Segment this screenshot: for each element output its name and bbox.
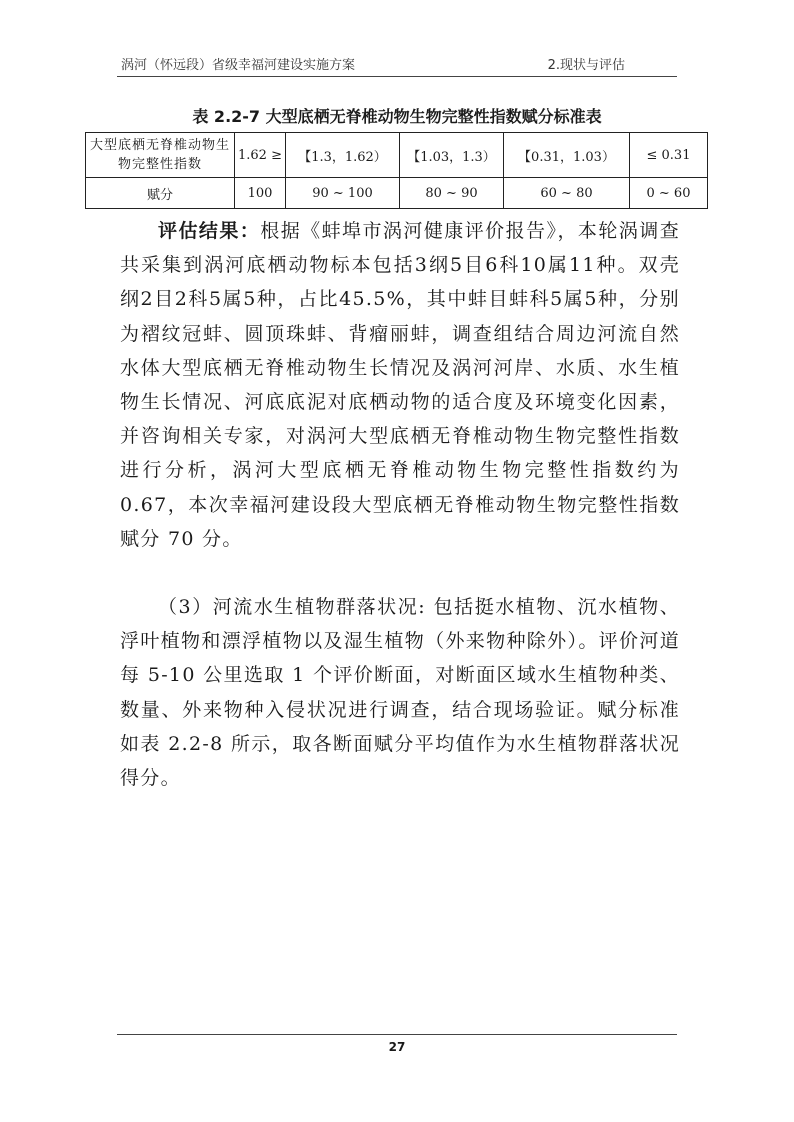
document-title: 涡河（怀远段）省级幸福河建设实施方案 [121,58,356,73]
aquatic-plant-text: （3）河流水生植物群落状况: 包括挺水植物、沉水植物、浮叶植物和漂浮植物以及湿生植物（外来物种除外）。评价河道每 5-10 公里选取 1 个评价断面，对断面区域水生植物种类、数量、外来物种入侵状况进行调查，结合现场验证。赋分标准如表 2.2-8 所示，取各断面赋分平均值作为水生植物群落状况得分。 [120,596,680,790]
footer-divider [117,1034,677,1035]
assessment-result-label: 评估结果： [158,220,261,242]
table-cell: 0 ~ 60 [630,178,708,209]
table-row [86,178,708,209]
scoring-table [85,132,708,209]
header-divider [117,76,677,77]
table-cell: 【1.03，1.3） [400,133,504,178]
aquatic-plant-paragraph [120,590,680,795]
index-label-cell: 大型底栖无脊椎动物生物完整性指数 [86,133,235,178]
table-cell: 1.62 ≥ [235,133,286,178]
page-header [117,52,677,74]
table-cell: 【1.3，1.62） [286,133,400,178]
table-cell: 90 ~ 100 [286,178,400,209]
page-number: 27 [388,1040,406,1054]
assessment-result-text: 根据《蚌埠市涡河健康评价报告》，本轮涡调查共采集到涡河底栖动物标本包括3纲5目6科10属11种。双壳纲2目2科5属5种，占比45.5%，其中蚌目蚌科5属5种，分别为褶纹冠蚌、圆顶珠蚌、背瘤丽蚌，调查组结合周边河流自然水体大型底栖无脊椎动物生长情况及涡河河岸、水质、水生植物生长情况、河底底泥对底栖动物的适合度及环境变化因素，并咨询相关专家，对涡河大型底栖无脊椎动物生物完整性指数进行分析，涡河大型底栖无脊椎动物生物完整性指数约为0.67，本次幸福河建设段大型底栖无脊椎动物生物完整性指数赋分 70 分。 [120,220,680,550]
table-cell: 【0.31，1.03） [504,133,630,178]
chapter-title: 2.现状与评估 [547,58,625,73]
table-cell: 80 ~ 90 [400,178,504,209]
score-label-cell: 赋分 [86,178,235,209]
table-cell: 100 [235,178,286,209]
table-row [86,133,708,178]
assessment-result-paragraph [120,214,680,556]
table-cell: 60 ~ 80 [504,178,630,209]
table-caption: 表 2.2-7 大型底栖无脊椎动物生物完整性指数赋分标准表 [192,107,602,126]
table-cell: ≤ 0.31 [630,133,708,178]
